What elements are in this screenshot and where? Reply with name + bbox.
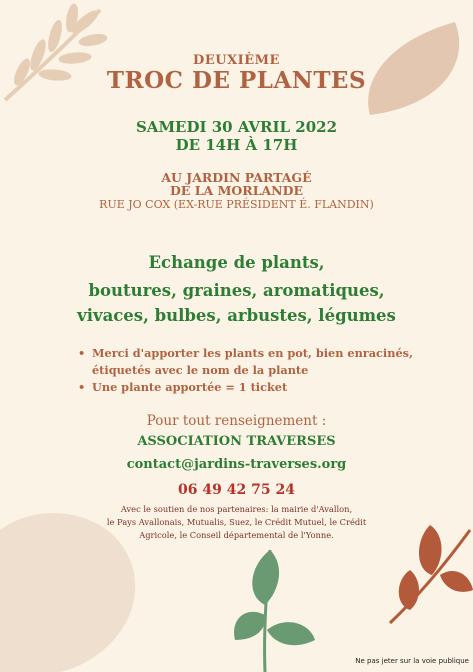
bullet-icon: •: [78, 380, 86, 394]
location-line-1: AU JARDIN PARTAGÉ: [161, 170, 312, 185]
note-line: Une plante apportée = 1 ticket: [92, 380, 288, 394]
footer-notice: Ne pas jeter sur la voie publique: [355, 657, 469, 665]
support-line: Avec le soutien de nos partenaires: la mairie d'Avallon,: [120, 504, 353, 514]
exchange-line-1: Echange de plants,: [148, 253, 325, 272]
location-line-2: DE LA MORLANDE: [170, 183, 303, 198]
leaf-branch-bottom-center-icon: [215, 545, 325, 672]
contact-phone[interactable]: 06 49 42 75 24: [178, 482, 295, 498]
exchange-line-2: boutures, graines, aromatiques,: [88, 281, 385, 300]
list-item: [78, 379, 458, 396]
location-street: RUE JO COX (EX-RUE PRÉSIDENT É. FLANDIN): [99, 198, 374, 211]
note-line: étiquetés avec le nom de la plante: [92, 363, 309, 377]
event-date: SAMEDI 30 AVRIL 2022: [135, 118, 338, 136]
bullet-icon: •: [78, 346, 86, 360]
event-subtitle: DEUXIÈME: [193, 53, 280, 68]
note-line: Merci d'apporter les plants en pot, bien enracinés,: [92, 346, 413, 360]
support-line: Agricole, le Conseil départemental de l'Yonne.: [139, 530, 334, 540]
contact-intro: Pour tout renseignement :: [146, 413, 327, 429]
exchange-line-3: vivaces, bulbes, arbustes, légumes: [77, 306, 396, 325]
notes-list: [78, 345, 458, 396]
contact-email[interactable]: contact@jardins-traverses.org: [126, 457, 347, 472]
list-item: [78, 345, 458, 379]
association-name: ASSOCIATION TRAVERSES: [137, 434, 336, 449]
partners-support: [0, 503, 473, 542]
support-line: le Pays Avallonais, Mutualis, Suez, le Crédit Mutuel, le Crédit: [106, 517, 367, 527]
event-title: TROC DE PLANTES: [106, 67, 367, 94]
event-time: DE 14H À 17H: [175, 136, 298, 154]
